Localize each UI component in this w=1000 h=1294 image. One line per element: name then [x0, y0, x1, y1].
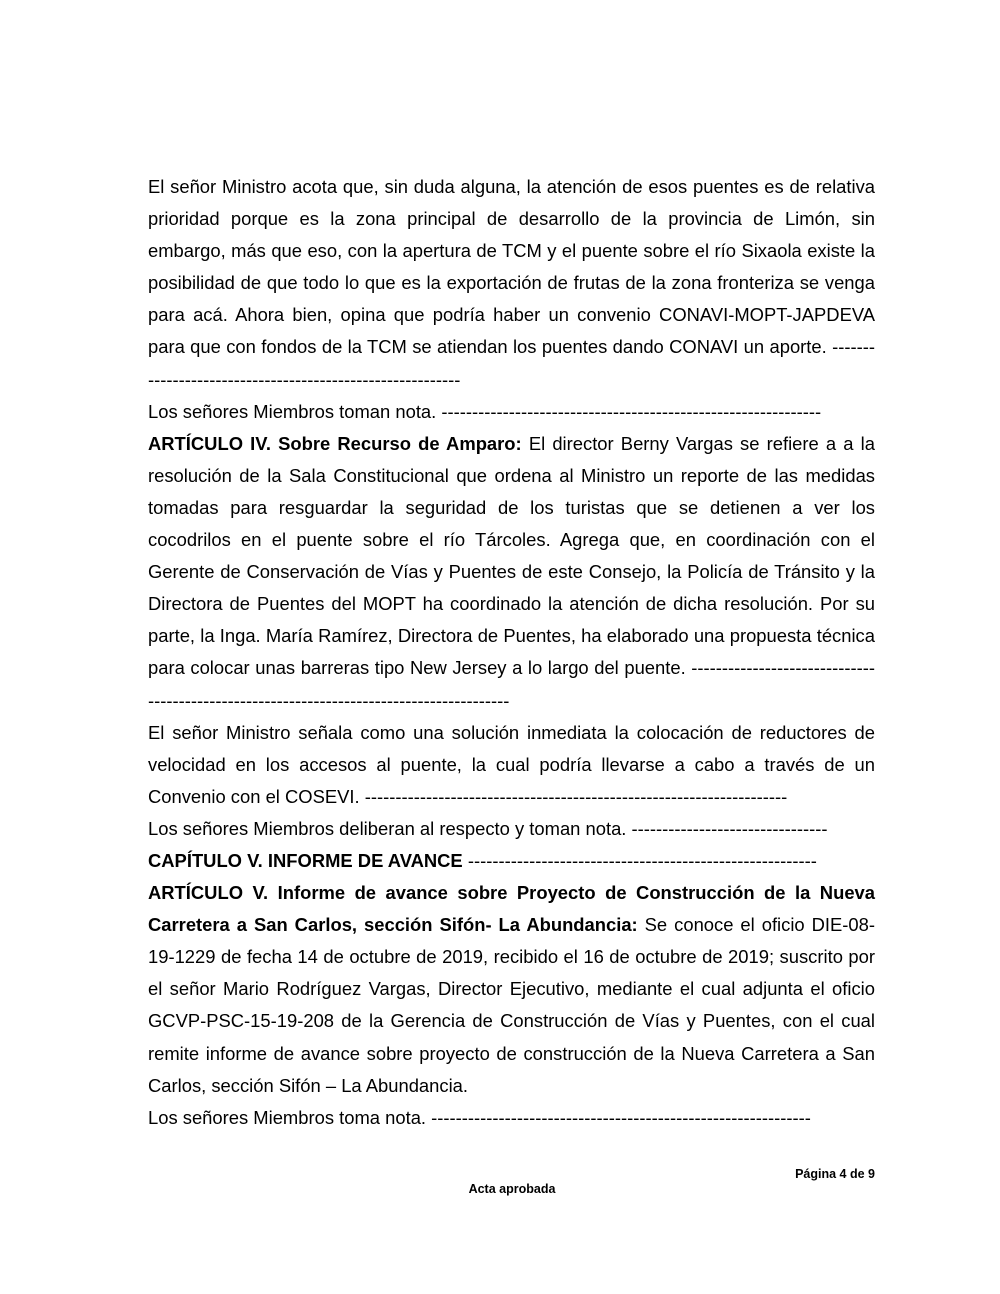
- paragraph-capitulo-v: [148, 845, 875, 877]
- capitulo-v-heading: CAPÍTULO V. INFORME DE AVANCE: [148, 849, 463, 871]
- paragraph-articulo-iv: [148, 428, 875, 717]
- capitulo-v-dashes: ---------------------------------------------------------: [462, 849, 817, 871]
- footer-label: Acta aprobada: [468, 1182, 556, 1196]
- paragraph-ministro-acota: El señor Ministro acota que, sin duda alguna, la atención de esos puentes es de relativa prioridad porque es la zona principal de desarrollo de la provincia de Limón, sin embargo, más que eso, con la apertura de TCM y el puente sobre el río Sixaola existe la posibilidad de que todo lo que es la exportación de frutas de la zona fronteriza se venga para acá. Ahora bien, opina que podría haber un convenio CONAVI-MOPT-JAPDEVA para que con fondos de la TCM se atiendan los puentes dando CONAVI un aporte. ----------------------------------------------------------: [148, 176, 875, 390]
- paragraph-articulo-v: [148, 877, 875, 1102]
- paragraph-miembros-toman-nota-2: Los señores Miembros toma nota. --------------------------------------------------------------: [148, 1106, 811, 1128]
- paragraph-miembros-deliberan: Los señores Miembros deliberan al respecto y toman nota. --------------------------------: [148, 817, 828, 839]
- page-number: Página 4 de 9: [795, 1167, 875, 1181]
- document-body: [148, 171, 875, 1134]
- paragraph-ministro-senala: El señor Ministro señala como una solución inmediata la colocación de reductores de velocidad en los accesos al puente, la cual podría llevarse a cabo a través de un Convenio con el COSEVI. ---------------------------------------------------------------------: [148, 721, 875, 807]
- articulo-v-heading: ARTÍCULO V. Informe de avance sobre Proyecto de Construcción de la Nueva Carretera a San Carlos, sección Sifón- La Abundancia:: [148, 882, 875, 936]
- articulo-v-text: Se conoce el oficio DIE-08-19-1229 de fecha 14 de octubre de 2019, recibido el 16 de octubre de 2019; suscrito por el señor Mario Rodríguez Vargas, Director Ejecutivo, mediante el cual adjunta el oficio GCVP-PSC-15-19-208 de la Gerencia de Construcción de Vías y Puentes, con el cual remite informe de avance sobre proyecto de construcción de la Nueva Carretera a San Carlos, sección Sifón – La Abundancia.: [148, 914, 875, 1096]
- articulo-iv-text: El director Berny Vargas se refiere a a la resolución de la Sala Constitucional que ordena al Ministro un reporte de las medidas tomadas para resguardar la seguridad de los turistas que se detienen a ver los cocodrilos en el puente sobre el río Tárcoles. Agrega que, en coordinación con el Gerente de Conservación de Vías y Puentes de este Consejo, la Policía de Tránsito y la Directora de Puentes del MOPT ha coordinado la atención de dicha resolución. Por su parte, la Inga. María Ramírez, Directora de Puentes, ha elaborado una propuesta técnica para colocar unas barreras tipo New Jersey a lo largo del puente. -----------------------------------------------------------------------------------------: [148, 432, 875, 711]
- articulo-iv-heading: ARTÍCULO IV. Sobre Recurso de Amparo:: [148, 432, 522, 454]
- paragraph-miembros-toman-nota-1: Los señores Miembros toman nota. --------------------------------------------------------------: [148, 400, 822, 422]
